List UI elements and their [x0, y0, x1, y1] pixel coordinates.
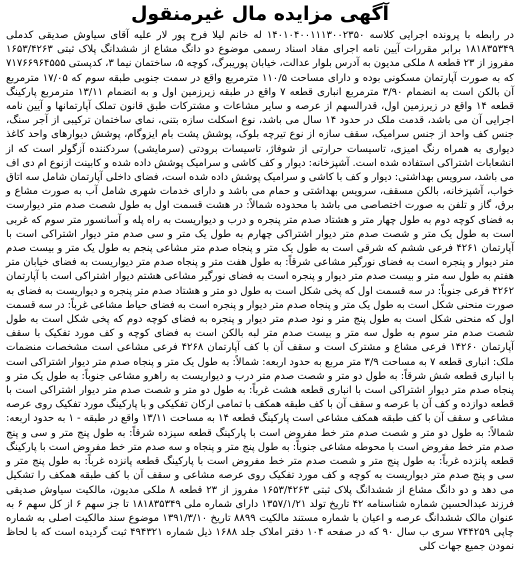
notice-title: آگهی مزایده مال غیرمنقول — [130, 3, 390, 25]
notice-body: در رابطه با پرونده اجرایی کلاسه ۱۴۰۱۰۴۰۰۱۱۱۳۰۰۲۳۵۰ له خانم لیلا فرح پور لار علیه آقای سیاوش صدیقی کدملی ۱۸۱۸۳۵۳۴۹ برابر مقررات آیین نامه اجرای مفاد اسناد رسمی موضوع دو دانگ مشاع از ششدانگ پلاک ثبتی ۱۶۵۳/۴۲۶۳ مفروز از ۲۳ قطعه ۸ ملکی مدیون به آدرس بلوار عدالت، خیابان پوریبرگ، کوچه ۵، ساختمان نیما ۳، کدپستی ۷۱۷۶۶۹۶۴۵۵۵ که به صورت آپارتمان مسکونی بوده و دارای مساحت ۱۱۰/۵ مترمربع واقع در سمت جنوبی طبقه سوم که ۱۷/۰۵ مترمربع آن بالکن است به انضمام ۳/۹۰ مترمربع انباری قطعه ۷ واقع در طبقه زیرزمین اول و به انضمام ۱۳/۱۱ مترمربع پارکینگ قطعه ۱۴ واقع در زیرزمین اول، قدرالسهم از عرصه و سایر مشاعات و مشترکات طبق قانون تملک آپارتمانها و آیین نامه اجرایی آن می باشد، قدمت ملک در حدود ۱۴ سال می باشد، نوع اسکلت سازه بتنی، نمای ساختمان ترکیبی از آجر سنگ، جنس کف واحد از جنس سرامیک، سقف سازه از نوع تیرچه بلوک، پوشش پشت بام ایزوگام، پوشش دیوارهای واحد کاغذ دیواری به همراه رنگ امیزی، تاسیسات حرارتی از شوفاژ، تاسیسات برودتی (سرمایشی) سردکننده آزگولر است که از انشعابات اشتراکی استفاده شده است. آشپزخانه: دیوار و کف کاشی و سرامیک پوشش داده شده و کابینت ازنوع ام دی اف می باشد، سرویس بهداشتی: دیوار و کف با کاشی و سرامیک پوشش داده شده است، فضای داخلی آپارتمان شامل سه اتاق خواب، آشپزخانه، بالکن مسقف، سرویس بهداشتی و حمام می باشد و دارای خدمات شهری شامل آب به صورت مشاع و برق، گاز و تلفن به صورت اختصاصی می باشد با محدوده شمالاً: در هشت قسمت اول به طول شصت صدم متر دیوارست به فضای کوچه دوم به طول چهار متر و هشتاد صدم متر پنجره و درب و دیواریست به راه پله و آسانسور متر سوم که غربی است به طول یک متر و شصت صدم متر دیوار اشتراکی چهارم به طول یک متر و سی صدم متر دیوار اشتراکی است با آپارتمان ۴۲۶۱ فرعی ششم که شرقی است به طول یک متر و پنجاه صدم متر مشاعی پنجم به طول یک متر و بیست صدم متر دیوار و پنجره است به فضای نورگیر مشاعی شرقاً: به طول هفت متر و پنجاه صدم متر دیواریست به فضای خیابان متر هفتم به طول سه متر و بیست صدم متر دیوار و پنجره است به فضای نورگیر مشاعی هشتم دیوار اشتراکی است با آپارتمان ۴۲۶۲ فرعی جنوباً: در سه قسمت اول که پخی شکل است به طول دو متر و هشتاد صدم متر پنجره و دیواریست به فضای به صورت منحنی شکل است به طول یک متر و پنجاه صدم متر دیوار و پنجره است به فضای حیاط مشاعی غرباً: در سه قسمت اول که منحنی شکل است به طول پنج متر و نود صدم متر دیوار و پنجره به فضای کوچه دوم که پخی شکل است به طول شصت صدم متر سوم به طول سه متر و بیست صدم متر لبه بالکن است به فضای کوچه و کف مورد تفکیک با سقف آپارتمان ۱۴۲۶۰ فرعی مشاع و مشترک است و سقف آن با کف آپارتمان ۴۲۶۸ فرعی مشاعی است مشخصات منضمات ملک: انباری قطعه ۷ به مساحت ۳/۹ متر مربع به حدود اربعه: شمالاً: به طول یک متر و پنجاه صدم متر دیوار اشتراکی است با انباری قطعه شش شرقاً: به طول دو متر و شصت صدم متر درب و دیواریست به راهرو مشاعی جنوباً: به طول یک متر و پنجاه صدم متر دیوار اشتراکی است با انباری قطعه هشت غرباً: به طول دو متر و شصت صدم متر دیوار اشتراکی است با قطعه دوازده و کف آن با عرصه و سقف آن با کف طبقه همکف با تمامی ارکان تفکیکی و با پارکینگ مورد تفکیک روی عرصه مشاعی و سقف آن با کف طبقه همکف مشاعی است پارکینگ قطعه ۱۴ به مساحت ۱۳/۱۱ واقع در طبقه - ۱ به حدود اربعه: شمالاً: به طول دو متر و شصت صدم متر خط مفروض است با پارکینگ قطعه سیزده شرقاً: به طول پنج متر و سی و پنج صدم متر خط مفروض است با محوطه مشاعی جنوباً: به طول پنج متر و پنجاه و سه صدم متر خط مفروض است با پارکینگ قطعه پانزده غرباً: به طول پنج متر و شصت صدم متر خط مفروض است با پارکینگ قطعه پانزده غرباً: به طول پنج متر و سی و پنج صدم متر دیواریست به کوچه و کف مورد تفکیک روی عرصه مشاعی و سقف آن با کف طبقه همکف را تشکیل می دهد و دو دانگ مشاع از ششدانگ پلاک ثبتی ۱۶۵۳/۴۲۶۳ مفروز از ۲۳ قطعه ۸ ملکی مدیون، مالکیت سیاوش صدیقی فرزند عبدالحسین شماره شناسنامه ۴۲ تاریخ تولد ۱۳۵۷/۱/۲۱ دارای شماره ملی ۱۸۱۸۳۵۳۴۹ تا جز سهم ۶ از کل سهم ۶ به عنوان مالک ششدانگ عرصه و اعیان با شماره مستند مالکیت ۸۸۹۹ تاریخ ۱۳۹۱/۳/۱۰ موضوع سند مالکیت اصلی به شماره چاپی ۷۴۴۲۵۹ سری ب سال ۹۰ که در صفحه ۱۰۴ دفتر املاک جلد ۱۶۸۸ ذیل شماره ۴۹۴۳۲۱ ثبت گردیده است که با لحاظ نمودن جمیع جهات کلی — [6, 30, 515, 553]
